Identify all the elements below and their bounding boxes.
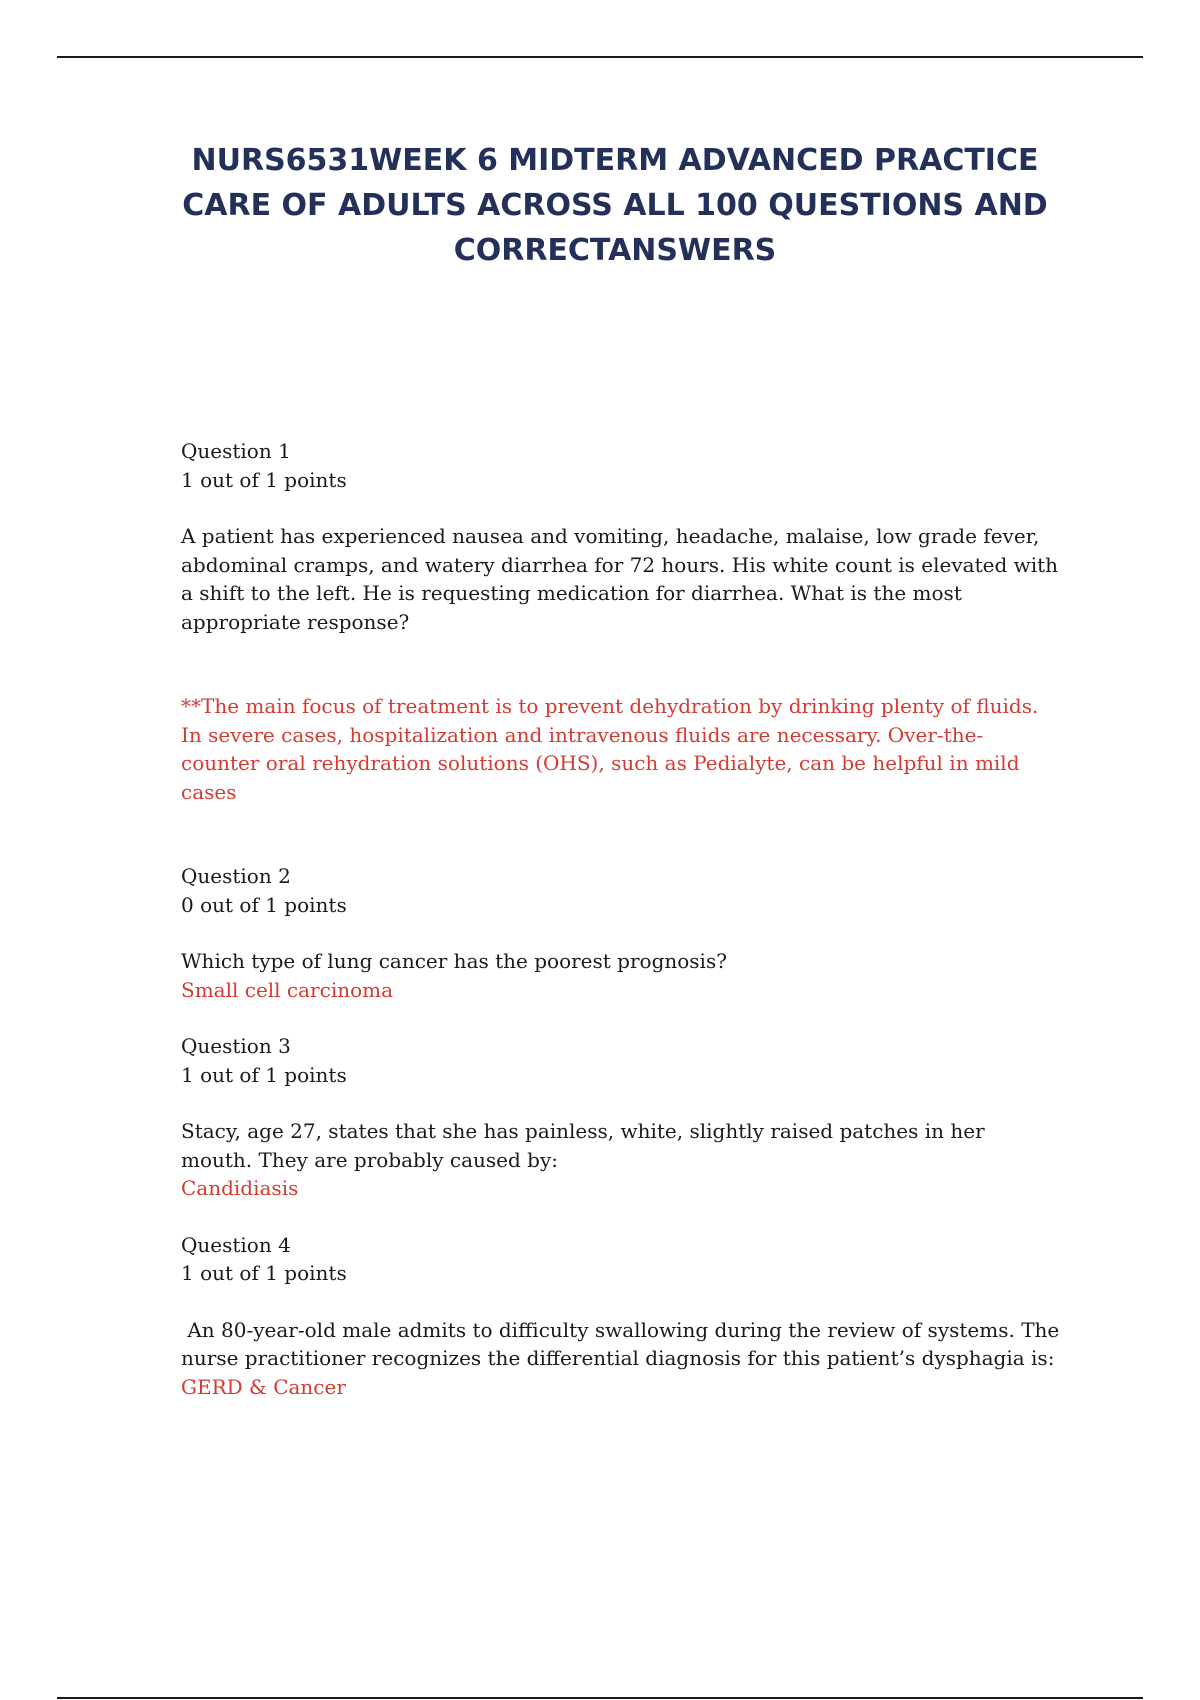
document-title: NURS6531WEEK 6 MIDTERM ADVANCED PRACTICE CARE OF ADULTS ACROSS ALL 100 QUESTIONS AND CORRECTANSWERS <box>182 143 1048 268</box>
answer-text: **The main focus of treatment is to prevent dehydration by drinking plenty of fluids. In severe cases, hospitalization and intravenous fluids are necessary. Over-the-counter oral rehydration solutions (OHS), such as Pedialyte, can be helpful in mild cases <box>181 694 1039 804</box>
answer-text: GERD & Cancer <box>181 1374 346 1399</box>
question-points: 1 out of 1 points <box>181 1062 347 1087</box>
question-block-4 <box>181 1231 1066 1402</box>
question-points: 1 out of 1 points <box>181 1261 347 1285</box>
question-block-1 <box>181 437 1061 806</box>
question-text: Which type of lung cancer has the poorest prognosis? <box>181 949 727 973</box>
footer-rule <box>57 1697 1143 1699</box>
answer-text: Small cell carcinoma <box>181 977 394 1002</box>
question-block-3 <box>181 1032 1061 1203</box>
question-number: Question 1 <box>181 439 291 463</box>
header-rule <box>57 56 1143 58</box>
question-text: A patient has experienced nausea and vomiting, headache, malaise, low grade fever, abdominal cramps, and watery diarrhea for 72 hours. His white count is elevated with a shift to the left. He is requesting medication for diarrhea. What is the most appropriate response? <box>181 524 1059 634</box>
question-text: Stacy, age 27, states that she has painless, white, slightly raised patches in her mouth. They are probably caused by: <box>181 1119 985 1172</box>
question-number: Question 4 <box>181 1232 291 1257</box>
question-number: Question 2 <box>181 864 291 888</box>
answer-text: Candidiasis <box>181 1176 299 1200</box>
question-text: An 80-year-old male admits to difficulty swallowing during the review of systems. The nurse practitioner recognizes the differential diagnosis for this patient’s dysphagia is: <box>181 1317 1066 1370</box>
question-number: Question 3 <box>181 1034 291 1058</box>
question-points: 0 out of 1 points <box>181 892 347 917</box>
question-points: 1 out of 1 points <box>181 467 347 492</box>
question-list <box>181 437 1066 1401</box>
question-block-2 <box>181 862 1061 1004</box>
